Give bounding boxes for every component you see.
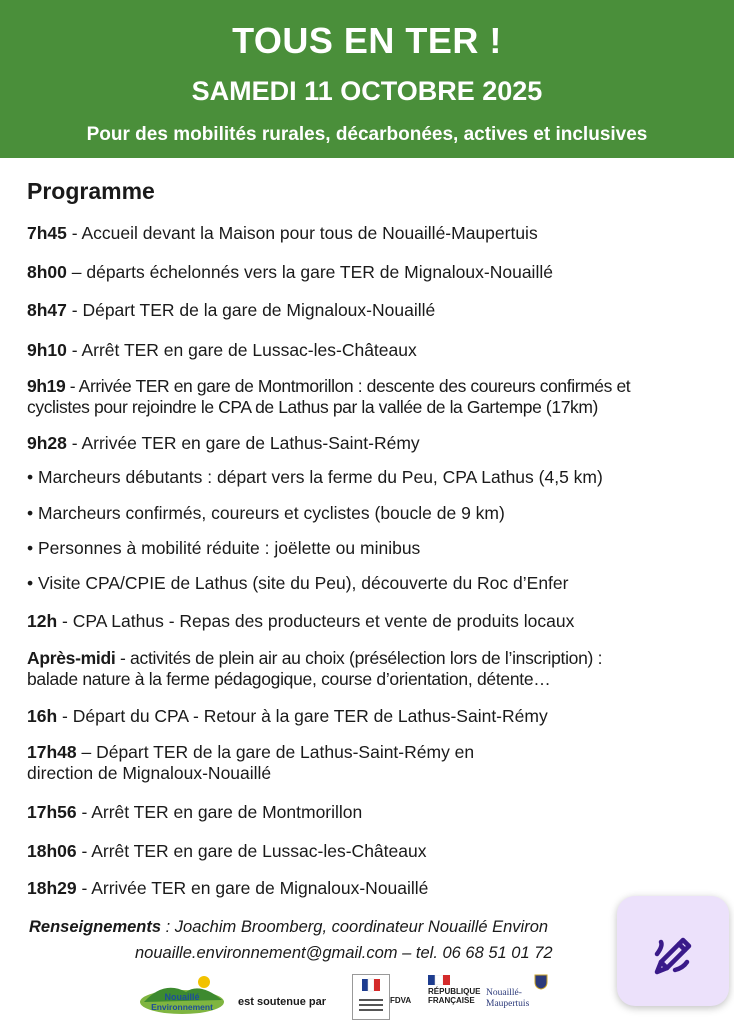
programme-item: 7h45 - Accueil devant la Maison pour tous de Nouaillé-Maupertuis [27,223,538,243]
svg-text:Environnement: Environnement [151,1002,213,1012]
programme-heading: Programme [27,178,155,204]
programme-item: 16h - Départ du CPA - Retour à la gare TER de Lathus-Saint-Rémy [27,706,548,726]
ministere-logo [352,974,390,1020]
nouaille-maupertuis-logo: Nouaillé- Maupertuis [486,982,552,1018]
programme-item: 9h19 - Arrivée TER en gare de Montmorillon : descente des coureurs confirmés et cyclistes pour rejoindre le CPA de Lathus par la vallée de la Gartempe (17km) [27,376,631,417]
programme-bullet-item: • Marcheurs débutants : départ vers la ferme du Peu, CPA Lathus (4,5 km) [27,467,603,487]
republique-francaise-logo: RÉPUBLIQUE FRANÇAISE [428,975,480,1019]
event-subtitle: Pour des mobilités rurales, décarbonées, actives et inclusives [86,124,648,145]
french-flag-icon [428,975,450,985]
contact-email-phone: nouaille.environnement@gmail.com – tel. 06 68 51 01 72 [135,944,553,962]
nouaille-environnement-logo [138,972,226,1016]
supported-by-text: est soutenue par [238,996,327,1008]
edit-fab-button[interactable] [617,896,729,1006]
programme-item: 12h - CPA Lathus - Repas des producteurs et vente de produits locaux [27,611,575,631]
programme-item: 17h48 – Départ TER de la gare de Lathus-Saint-Rémy en direction de Mignaloux-Nouaillé [27,742,475,783]
pen-edit-icon [617,896,729,1006]
page-title: TOUS EN TER ! [232,20,502,61]
programme-item: 8h47 - Départ TER de la gare de Mignaloux-Nouaillé [27,300,436,320]
programme-item: 18h06 - Arrêt TER en gare de Lussac-les-Châteaux [27,841,427,861]
event-date: SAMEDI 11 OCTOBRE 2025 [191,76,543,106]
contact-line: Renseignements : Joachim Broomberg, coordinateur Nouaillé Environ [29,918,549,936]
programme-item: Après-midi - activités de plein air au choix (présélection lors de l’inscription) : balade nature à la ferme pédagogique, course d’orientation, détente… [27,648,603,689]
programme-item: 8h00 – départs échelonnés vers la gare TER de Mignaloux-Nouaillé [27,262,553,282]
coat-of-arms-icon [534,974,548,990]
programme-item: 18h29 - Arrivée TER en gare de Mignaloux-Nouaillé [27,878,429,898]
svg-text:Nouaillé: Nouaillé [164,992,200,1002]
fdva-logo: FDVA [390,996,412,1005]
programme-bullet-item: • Personnes à mobilité réduite : joëlette ou minibus [27,538,421,558]
programme-item: 9h28 - Arrivée TER en gare de Lathus-Saint-Rémy [27,433,420,453]
header-banner [0,0,734,158]
programme-bullet-item: • Marcheurs confirmés, coureurs et cyclistes (boucle de 9 km) [27,503,505,523]
programme-bullet-item: • Visite CPA/CPIE de Lathus (site du Peu), découverte du Roc d’Enfer [27,573,569,593]
programme-item: 9h10 - Arrêt TER en gare de Lussac-les-Châteaux [27,340,417,360]
programme-item: 17h56 - Arrêt TER en gare de Montmorillon [27,802,363,822]
